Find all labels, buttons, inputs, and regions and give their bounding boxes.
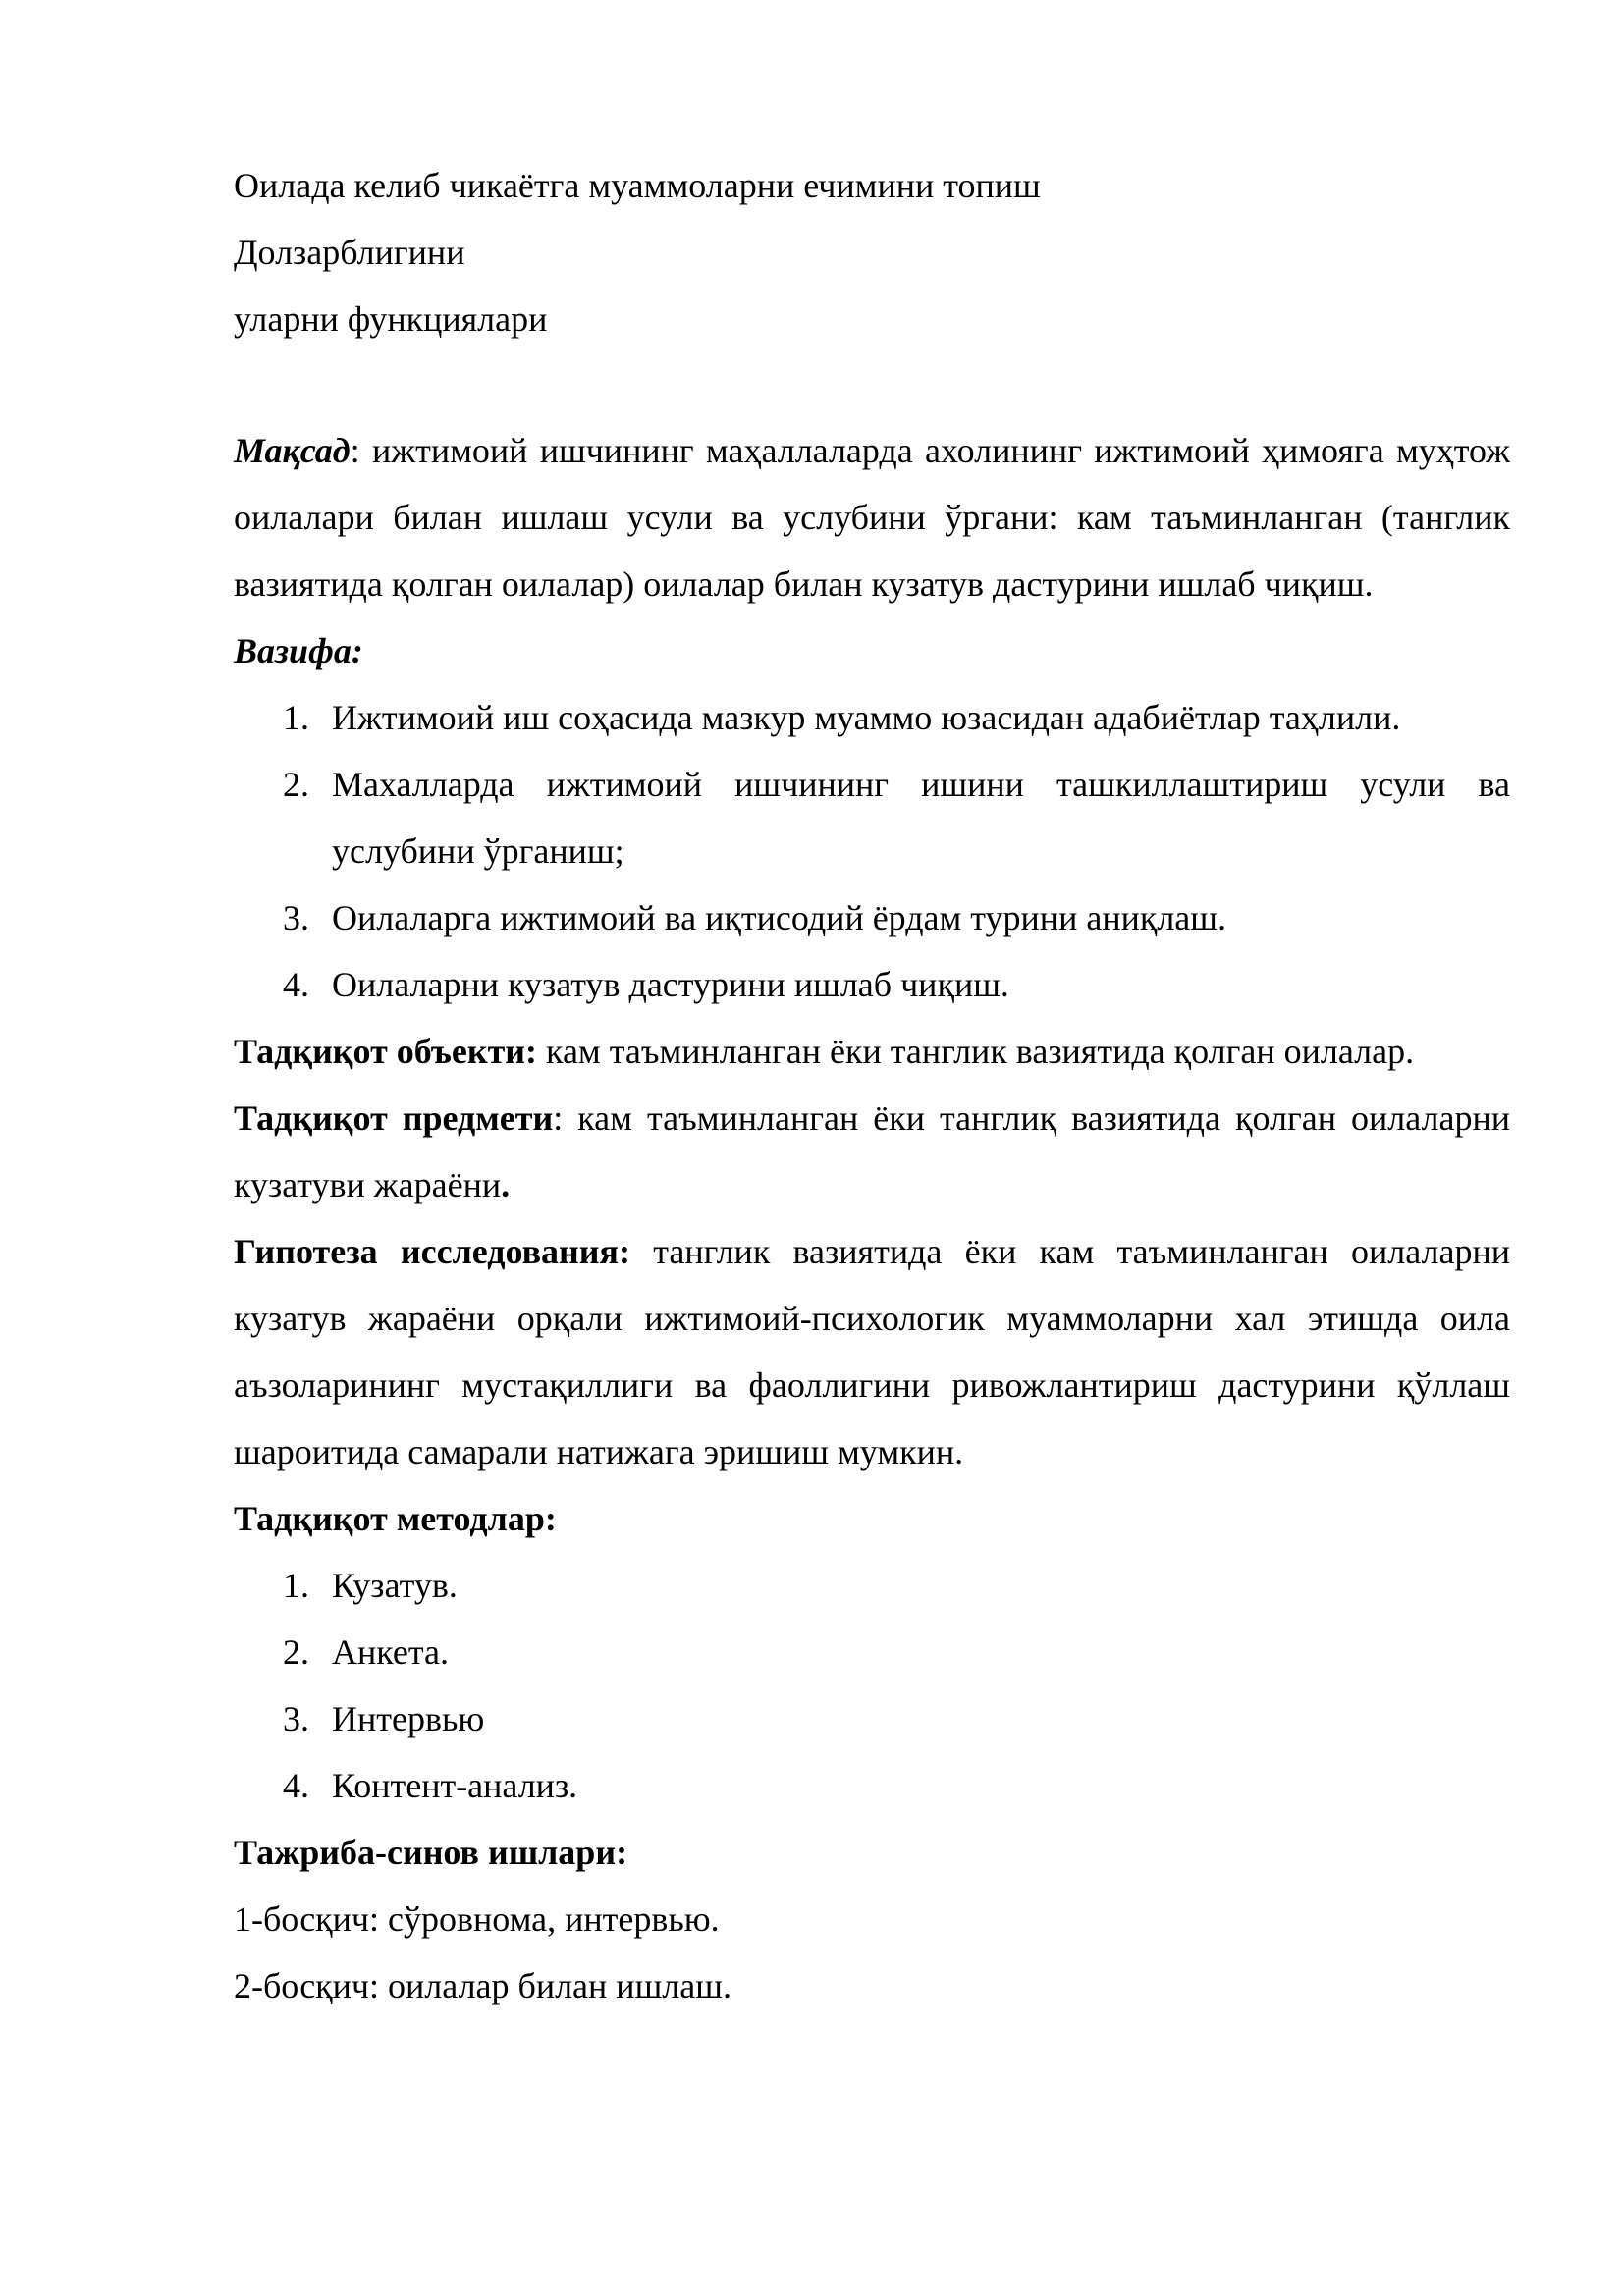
list-item xyxy=(234,1552,1510,1619)
hypothesis-text: танглик вазиятида ёки кам таъминланган оилаларни кузатув жараёни орқали ижтимоий-психологик муаммоларни хал этишда оила аъзоларининг мустақиллиги ва фаоллигини ривожлантириш дастурини қўллаш шароитида самарали натижага эришиш мумкин. xyxy=(234,1232,1511,1471)
intro-line-1: Оилада келиб чикаётга муаммоларни ечимини топиш xyxy=(234,166,1041,205)
methods-list xyxy=(234,1552,1510,1819)
hypothesis-paragraph xyxy=(234,1218,1510,1485)
list-item-number: 1. xyxy=(283,698,309,737)
list-item-number: 4. xyxy=(283,1766,309,1805)
object-paragraph xyxy=(234,1018,1510,1085)
list-item-text: Оилаларга ижтимоий ва иқтисодий ёрдам турини аниқлаш. xyxy=(332,898,1227,937)
list-item-number: 2. xyxy=(283,1632,309,1672)
list-item xyxy=(234,1752,1510,1819)
experiment-stage-1: 1-босқич: сўровнома, интервью. xyxy=(234,1899,720,1939)
object-label: Тадқиқот объекти: xyxy=(234,1032,537,1071)
subject-text: : кам таъминланган ёки танглиқ вазиятида қолган оилаларни кузатуви жараёни xyxy=(234,1098,1510,1204)
list-item xyxy=(234,751,1510,884)
subject-label: Тадқиқот предмети xyxy=(234,1098,554,1138)
list-item-text: Махалларда ижтимоий ишчининг ишини ташкиллаштириш усули ва услубини ўрганиш; xyxy=(332,765,1510,871)
list-item-number: 2. xyxy=(283,765,309,804)
list-item xyxy=(234,884,1510,951)
list-item-number: 4. xyxy=(283,965,309,1004)
list-item xyxy=(234,951,1510,1018)
list-item xyxy=(234,684,1510,751)
list-item-text: Ижтимоий иш соҳасида мазкур муаммо юзасидан адабиётлар таҳлили. xyxy=(332,698,1401,737)
spacer xyxy=(234,352,1510,417)
experiment-stage-2: 2-босқич: оилалар билан ишлаш. xyxy=(234,1966,731,2005)
experiment-label: Тажриба-синов ишлари: xyxy=(234,1833,628,1872)
object-text: кам таъминланган ёки танглик вазиятида қолган оилалар. xyxy=(537,1032,1415,1071)
list-item xyxy=(234,1619,1510,1685)
goal-text: : ижтимоий ишчининг маҳаллаларда ахолининг ижтимоий ҳимояга муҳтож оилалари билан ишлаш усули ва услубини ўргани: кам таъминланган (танглик вазиятида қолган оилалар) оилалар билан кузатув дастурини ишлаб чиқиш. xyxy=(234,431,1510,604)
list-item-number: 3. xyxy=(283,898,309,937)
list-item xyxy=(234,1685,1510,1752)
hypothesis-label: Гипотеза исследования: xyxy=(234,1232,631,1271)
intro-line-2: Долзарблигини xyxy=(234,233,465,272)
tasks-list xyxy=(234,684,1510,1018)
list-item-number: 1. xyxy=(283,1566,309,1605)
list-item-text: Кузатув. xyxy=(332,1566,458,1605)
document-page xyxy=(234,152,1510,2019)
subject-paragraph xyxy=(234,1085,1510,1218)
goal-paragraph xyxy=(234,417,1510,617)
goal-label: Мақсад xyxy=(234,431,351,470)
list-item-text: Интервью xyxy=(332,1699,485,1738)
intro-line-3: уларни функциялари xyxy=(234,299,548,339)
subject-end: . xyxy=(501,1165,511,1204)
tasks-label: Вазифа: xyxy=(234,631,363,670)
methods-label: Тадқиқот методлар: xyxy=(234,1499,557,1538)
intro-block xyxy=(234,152,1510,352)
list-item-text: Оилаларни кузатув дастурини ишлаб чиқиш. xyxy=(332,965,1009,1004)
list-item-text: Анкета. xyxy=(332,1632,449,1672)
list-item-text: Контент-анализ. xyxy=(332,1766,578,1805)
list-item-number: 3. xyxy=(283,1699,309,1738)
